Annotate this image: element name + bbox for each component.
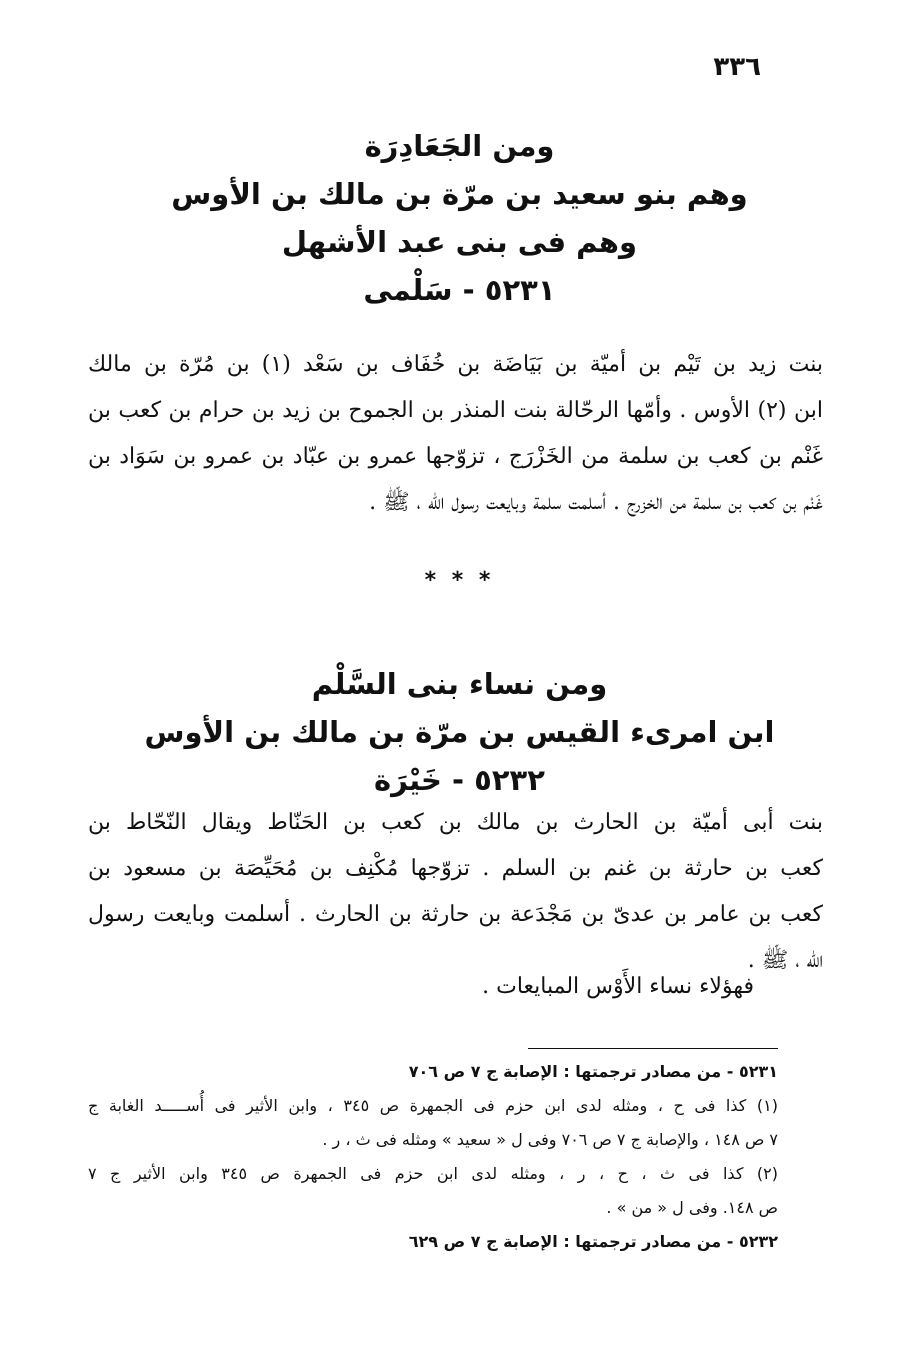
body-line: غَنْم بن كعب بن سلمة من الخزرج . أسلمت سلمة وبايعت رسول الله ، ﷺ . — [369, 490, 823, 515]
closing-line: فهؤلاء نساء الأَوْس المبايعات . — [482, 974, 754, 999]
body-line: ابن (٢) الأوس . وأمّها الرحّالة بنت المنذر بن الجموح بن زيد بن حرام بن كعب بن — [88, 398, 823, 423]
entry-title: ٥٢٣١ - سَلْمى — [363, 273, 556, 307]
footnote-divider — [528, 1048, 778, 1049]
footnote-line: ٧ ص ١٤٨ ، والإصابة ج ٧ ص ٧٠٦ وفى ل « سعيد » ومثله فى ث ، ر . — [322, 1130, 778, 1149]
section-2-body — [88, 800, 823, 984]
footnote-source-line: ٥٢٣١ - من مصادر ترجمتها : الإصابة ج ٧ ص ٧٠٦ — [408, 1062, 778, 1081]
heading-line: ابن امرىء القيس بن مرّة بن مالك بن الأوس — [144, 715, 775, 749]
heading-line: وهم بنو سعيد بن مرّة بن مالك بن الأوس — [171, 177, 748, 211]
footnote-line: ص ١٤٨. وفى ل « من » . — [606, 1198, 778, 1217]
body-line: الله ، ﷺ . — [747, 948, 823, 973]
body-line: كعب بن حارثة بن غنم بن السلم . تزوّجها مُكْنِف بن مُحَيِّصَة بن مسعود بن — [88, 856, 823, 881]
body-line: غَنْم بن كعب بن سلمة من الخَزْرَج ، تزوّجها عمرو بن عبّاد بن عمرو بن سَوَاد بن — [88, 444, 823, 469]
body-line: بنت أبى أميّة بن الحارث بن مالك بن كعب بن الحَنّاط ويقال النّحّاط بن — [88, 810, 823, 835]
heading-line: وهم فى بنى عبد الأشهل — [281, 225, 638, 259]
section-2-heading — [0, 660, 919, 804]
body-line: كعب بن عامر بن عدىّ بن مَجْدَعة بن حارثة بن الحارث . أسلمت وبايعت رسول — [88, 902, 823, 927]
footnote-line: (٢) كذا فى ث ، ح ، ر ، ومثله لدى ابن حزم فى الجمهرة ص ٣٤٥ وابن الأثير ج ٧ — [88, 1164, 779, 1183]
section-1-body — [88, 342, 823, 526]
footnote-line: (١) كذا فى ح ، ومثله لدى ابن حزم فى الجمهرة ص ٣٤٥ ، وابن الأثير فى أُســـــد الغابة ج — [88, 1096, 778, 1115]
footnotes — [88, 1055, 778, 1259]
heading-line: ومن نساء بنى السَّلْم — [311, 667, 608, 701]
body-line: بنت زيد بن تَيْم بن أميّة بن بَيَاضَة بن خُفَاف بن سَعْد (١) بن مُرّة بن مالك — [88, 352, 823, 377]
section-separator: * * * — [424, 568, 495, 593]
section-1-heading — [0, 122, 919, 314]
footnote-source-line: ٥٢٣٢ - من مصادر ترجمتها : الإصابة ج ٧ ص ٦٢٩ — [408, 1232, 778, 1251]
heading-line: ومن الجَعَادِرَة — [364, 129, 555, 163]
page-number: ٣٣٦ — [713, 52, 761, 82]
entry-title: ٥٢٣٢ - خَيْرَة — [374, 763, 545, 797]
